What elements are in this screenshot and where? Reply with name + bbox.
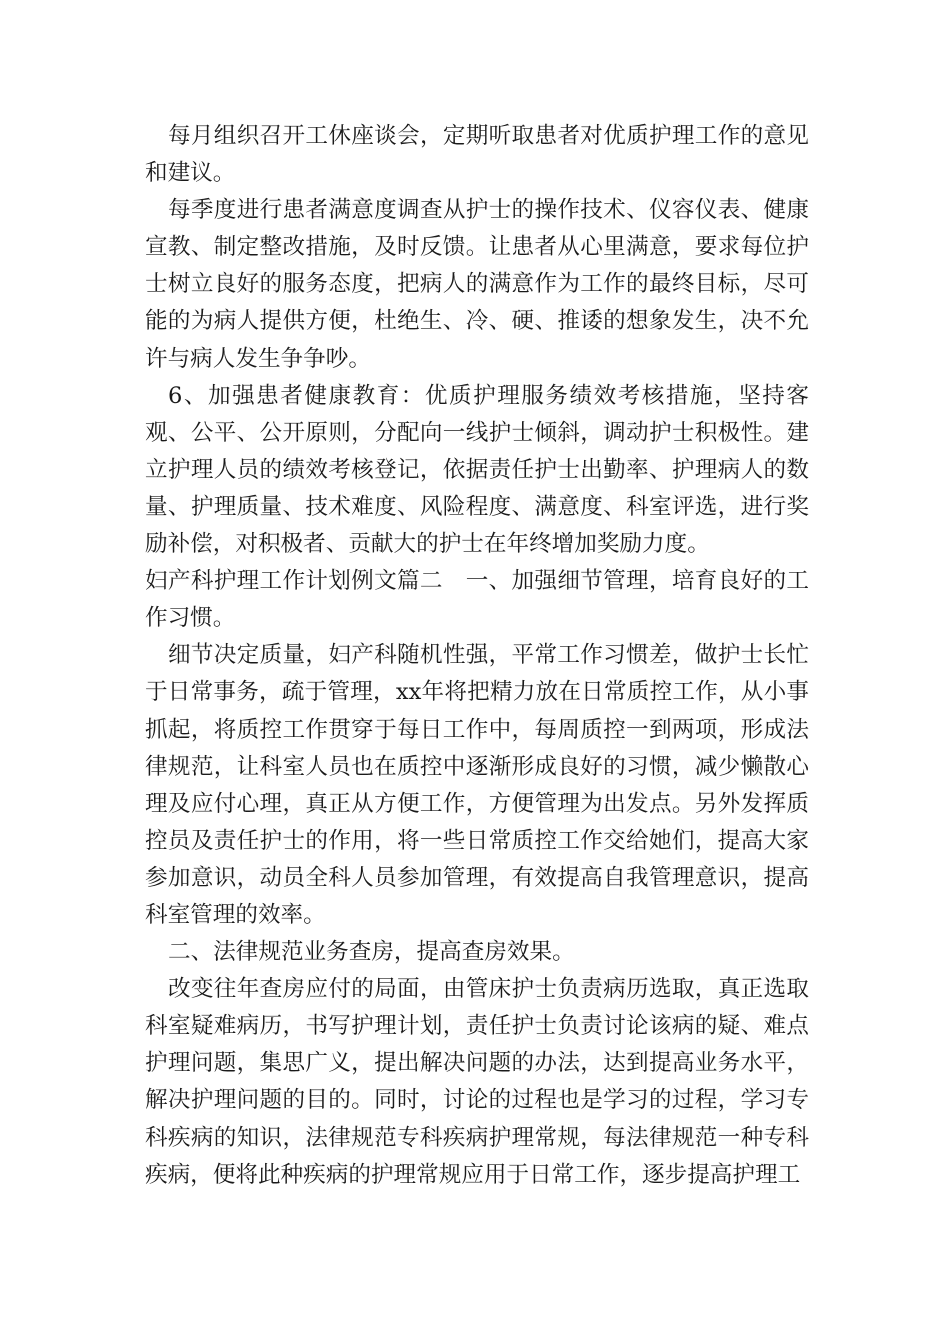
paragraph: 改变往年查房应付的局面，由管床护士负责病历选取，真正选取科室疑难病历，书写护理计划，责任护士负责讨论该病的疑、难点护理问题，集思广义，提出解决问题的办法，达到提高业务水平，解决护理问题的目的。同时，讨论的过程也是学习的过程，学习专科疾病的知识，法律规范专科疾病护理常规，每法律规范一种专科疾病，便将此种疾病的护理常规应用于日常工作，逐步提高护理工 <box>145 976 809 1188</box>
paragraph: 每月组织召开工休座谈会，定期听取患者对优质护理工作的意见和建议。 <box>145 123 809 187</box>
subheading: 二、法律规范业务查房，提高查房效果。 <box>168 939 575 966</box>
section-heading: 妇产科护理工作计划例文篇二 一、加强细节管理，培育良好的工作习惯。 <box>145 568 809 632</box>
document-body <box>145 118 809 1194</box>
paragraph: 每季度进行患者满意度调查从护士的操作技术、仪容仪表、健康宣教、制定整改措施，及时反馈。让患者从心里满意，要求每位护士树立良好的服务态度，把病人的满意作为工作的最终目标，尽可能的为病人提供方便，杜绝生、冷、硬、推诿的想象发生，决不允许与病人发生争争吵。 <box>145 197 809 372</box>
paragraph: 细节决定质量，妇产科随机性强，平常工作习惯差，做护士长忙于日常事务，疏于管理，xx年将把精力放在日常质控工作，从小事抓起，将质控工作贯穿于每日工作中，每周质控一到两项，形成法律规范，让科室人员也在质控中逐渐形成良好的习惯，减少懒散心理及应付心理，真正从方便工作，方便管理为出发点。另外发挥质控员及责任护士的作用，将一些日常质控工作交给她们，提高大家参加意识，动员全科人员参加管理，有效提高自我管理意识，提高科室管理的效率。 <box>145 642 809 928</box>
paragraph: 6、加强患者健康教育：优质护理服务绩效考核措施，坚持客观、公平、公开原则，分配向一线护士倾斜，调动护士积极性。建立护理人员的绩效考核登记，依据责任护士出勤率、护理病人的数量、护理质量、技术难度、风险程度、满意度、科室评选，进行奖励补偿，对积极者、贡献大的护士在年终增加奖励力度。 <box>145 382 809 558</box>
